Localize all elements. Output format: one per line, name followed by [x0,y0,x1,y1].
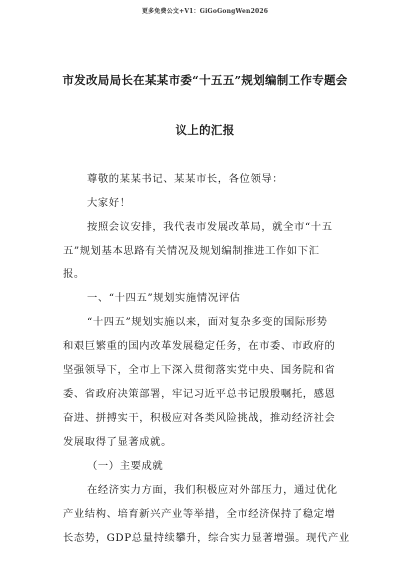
document-title-line-2: 议上的汇报 [175,123,235,137]
header-note: 更多免费公文+V1：GiGoGongWen2026 [141,8,269,15]
body-line: 五”规划基本思路有关情况及规划编制推进工作如下汇 [63,245,320,257]
greeting: 大家好！ [87,197,131,209]
body-line: 按照会议安排，我代表市发展改革局，就全市“十五 [87,221,333,233]
section-heading-1: 一、“十四五”规划实施情况评估 [87,292,241,304]
body-line: 委、省政府决策部署，牢记习近平总书记殷殷嘱托，感恩 [63,388,336,400]
body-line: 在经济实力方面，我们积极应对外部压力，通过优化 [87,484,338,496]
body-line: “十四五”规划实施以来，面对复杂多变的国际形势 [87,316,328,328]
body-line: 发展取得了显著成就。 [63,436,172,448]
subsection-heading-1: （一）主要成就 [87,460,164,472]
body-line: 坚强领导下，全市上下深入贯彻落实党中央、国务院和省 [63,364,336,376]
body-line: 长态势，GDP总量持续攀升，综合实力显著增强。现代产业 [63,532,350,544]
salutation: 尊敬的某某书记、某某市长，各位领导： [87,173,284,185]
body-line: 产业结构、培育新兴产业等举措，全市经济保持了稳定增 [63,508,336,520]
body-line: 奋进、拼搏实干，积极应对各类风险挑战，推动经济社会 [63,412,336,424]
body-line: 和艰巨繁重的国内改革发展稳定任务，在市委、市政府的 [63,340,336,352]
body-line: 报。 [63,268,85,280]
document-title-line-1: 市发改局局长在某某市委“十五五”规划编制工作专题会 [62,73,348,87]
